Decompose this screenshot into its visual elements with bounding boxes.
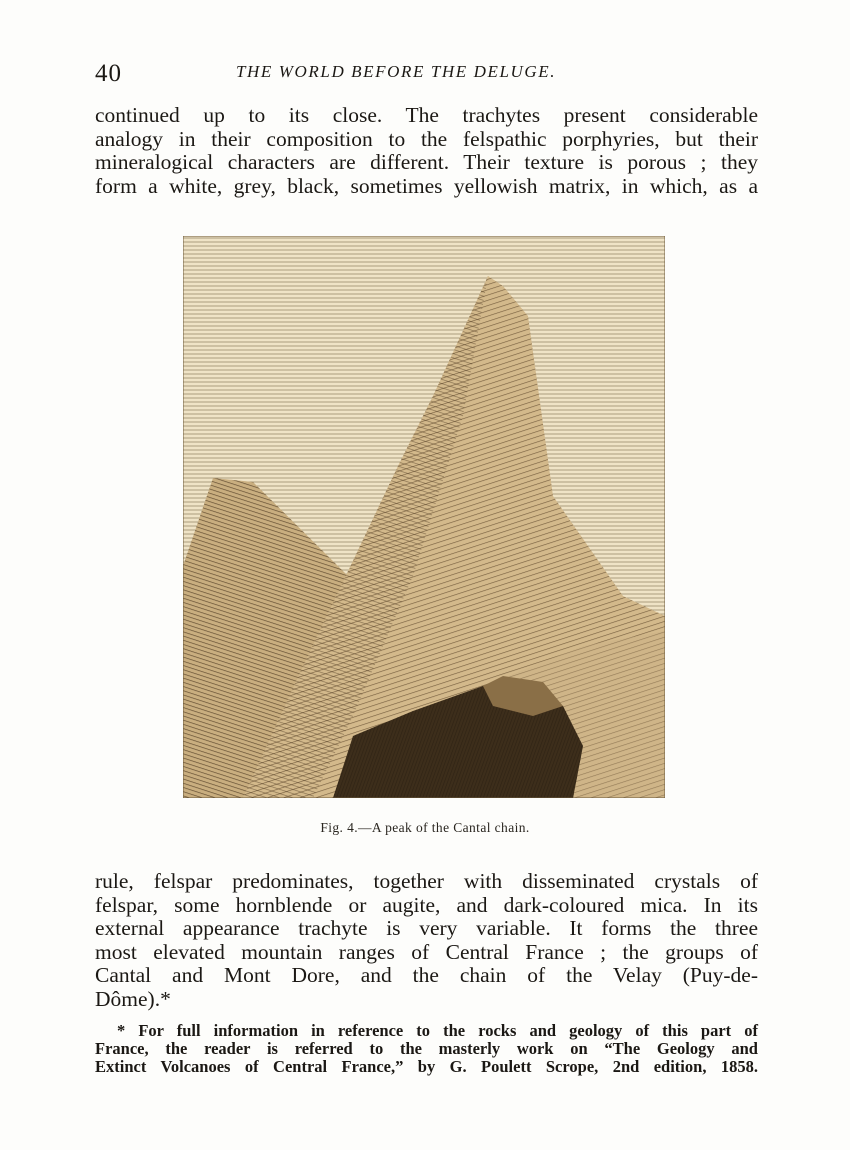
page-number: 40 xyxy=(95,60,122,87)
text-line: mineralogical characters are different. Their texture is porous ; they xyxy=(95,150,758,174)
text-line: rule, felspar predominates, together with disseminated crystals of xyxy=(95,869,758,893)
text-line: form a white, grey, black, sometimes yellowish matrix, in which, as a xyxy=(95,173,758,198)
text-line: felspar, some hornblende or augite, and dark-coloured mica. In its xyxy=(95,892,758,917)
figure-caption: Fig. 4.—A peak of the Cantal chain. xyxy=(320,820,530,835)
footnote-line: * For full information in reference to the rocks and geology of this part of xyxy=(117,1021,758,1040)
footnote xyxy=(95,1022,758,1076)
mountain-peak-illustration xyxy=(183,236,665,798)
text-line: external appearance trachyte is very variable. It forms the three xyxy=(95,916,758,940)
footnote-line: Extinct Volcanoes of Central France,” by G. Poulett Scrope, 2nd edition, 1858. xyxy=(95,1057,758,1076)
text-line: Dôme).* xyxy=(95,986,171,1011)
text-line: Cantal and Mont Dore, and the chain of the Velay (Puy-de- xyxy=(95,963,758,987)
text-line: continued up to its close. The trachytes present considerable xyxy=(95,103,758,127)
paragraph-top xyxy=(95,104,758,198)
text-line: analogy in their composition to the felspathic porphyries, but their xyxy=(95,126,758,151)
running-head: THE WORLD BEFORE THE DELUGE. xyxy=(236,62,557,81)
text-line: most elevated mountain ranges of Central France ; the groups of xyxy=(95,939,758,964)
footnote-line: France, the reader is referred to the masterly work on “The Geology and xyxy=(95,1039,758,1058)
paragraph-bottom xyxy=(95,870,758,1011)
figure-engraving xyxy=(183,236,665,798)
